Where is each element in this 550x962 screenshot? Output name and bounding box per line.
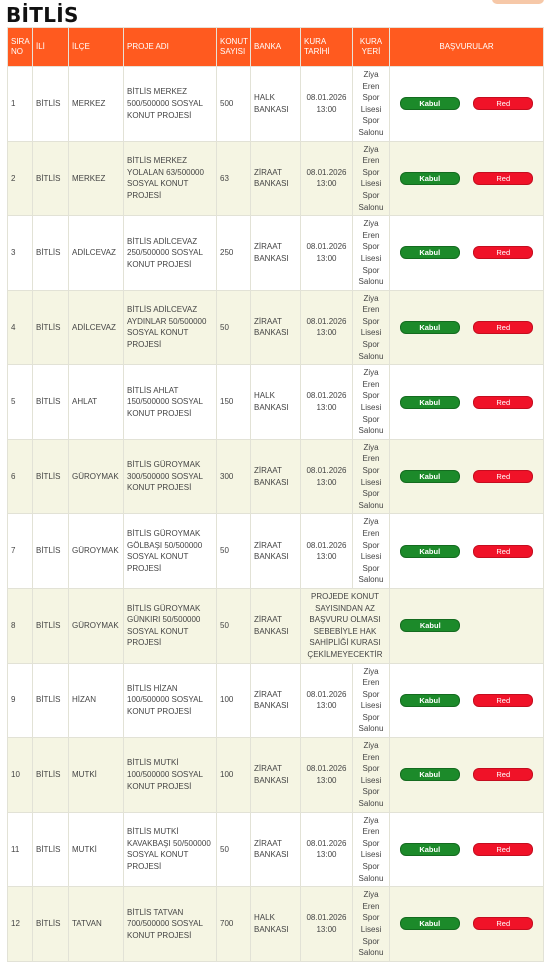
cell-konut-sayisi: 100 xyxy=(217,663,251,738)
kabul-button[interactable]: Kabul xyxy=(400,246,460,259)
cell-basvurular xyxy=(390,141,544,216)
table-row xyxy=(8,216,544,291)
cell-konut-sayisi: 250 xyxy=(217,216,251,291)
kabul-button[interactable]: Kabul xyxy=(400,694,460,707)
cell-konut-sayisi: 50 xyxy=(217,588,251,663)
table-row xyxy=(8,738,544,813)
kabul-button[interactable]: Kabul xyxy=(400,172,460,185)
cell-sira-no: 9 xyxy=(8,663,33,738)
kabul-button[interactable]: Kabul xyxy=(400,619,460,632)
cell-proje-adi: BİTLİS MERKEZ 500/500000 SOSYAL KONUT PROJESİ xyxy=(124,67,217,142)
kabul-button[interactable]: Kabul xyxy=(400,843,460,856)
cell-il: BİTLİS xyxy=(33,663,69,738)
cell-banka: ZİRAAT BANKASI xyxy=(251,812,301,887)
table-row xyxy=(8,290,544,365)
cell-il: BİTLİS xyxy=(33,514,69,589)
header-kura-yeri: KURA YERİ xyxy=(353,28,390,67)
cell-kura-yeri: Ziya Eren Spor Lisesi Spor Salonu xyxy=(353,365,390,440)
cell-banka: ZİRAAT BANKASI xyxy=(251,290,301,365)
cell-kura-tarihi: 08.01.2026 13:00 xyxy=(301,439,353,514)
cell-kura-yeri: Ziya Eren Spor Lisesi Spor Salonu xyxy=(353,887,390,962)
cell-sira-no: 4 xyxy=(8,290,33,365)
cell-ilce: MERKEZ xyxy=(69,67,124,142)
cell-basvurular xyxy=(390,738,544,813)
cell-kura-tarihi: 08.01.2026 13:00 xyxy=(301,67,353,142)
red-button[interactable]: Red xyxy=(473,843,533,856)
cell-konut-sayisi: 500 xyxy=(217,67,251,142)
cell-kura-tarihi: 08.01.2026 13:00 xyxy=(301,812,353,887)
cell-banka: ZİRAAT BANKASI xyxy=(251,514,301,589)
cell-banka: ZİRAAT BANKASI xyxy=(251,216,301,291)
header-ilce: İLÇE xyxy=(69,28,124,67)
cell-kura-tarihi: 08.01.2026 13:00 xyxy=(301,663,353,738)
cell-konut-sayisi: 50 xyxy=(217,514,251,589)
cell-kura-tarihi: 08.01.2026 13:00 xyxy=(301,216,353,291)
red-button[interactable]: Red xyxy=(473,97,533,110)
cell-kura-tarihi: 08.01.2026 13:00 xyxy=(301,141,353,216)
red-button[interactable]: Red xyxy=(473,917,533,930)
cell-ilce: AHLAT xyxy=(69,365,124,440)
cell-kura-yeri: Ziya Eren Spor Lisesi Spor Salonu xyxy=(353,141,390,216)
red-button[interactable]: Red xyxy=(473,172,533,185)
cell-proje-adi: BİTLİS MUTKİ KAVAKBAŞI 50/500000 SOSYAL KONUT PROJESİ xyxy=(124,812,217,887)
cell-il: BİTLİS xyxy=(33,216,69,291)
kabul-button[interactable]: Kabul xyxy=(400,470,460,483)
cell-il: BİTLİS xyxy=(33,887,69,962)
red-button[interactable]: Red xyxy=(473,694,533,707)
cell-sira-no: 5 xyxy=(8,365,33,440)
kabul-button[interactable]: Kabul xyxy=(400,396,460,409)
table-header-row xyxy=(8,28,544,67)
table-row xyxy=(8,67,544,142)
cell-kura-yeri: Ziya Eren Spor Lisesi Spor Salonu xyxy=(353,663,390,738)
cell-sira-no: 12 xyxy=(8,887,33,962)
cell-il: BİTLİS xyxy=(33,67,69,142)
cell-kura-yeri: Ziya Eren Spor Lisesi Spor Salonu xyxy=(353,439,390,514)
cell-il: BİTLİS xyxy=(33,141,69,216)
cell-kura-yeri: Ziya Eren Spor Lisesi Spor Salonu xyxy=(353,514,390,589)
cell-proje-adi: BİTLİS GÜROYMAK GÜNKIRI 50/500000 SOSYAL KONUT PROJESİ xyxy=(124,588,217,663)
cell-il: BİTLİS xyxy=(33,738,69,813)
cell-basvurular xyxy=(390,216,544,291)
cell-proje-adi: BİTLİS HİZAN 100/500000 SOSYAL KONUT PROJESİ xyxy=(124,663,217,738)
cell-proje-adi: BİTLİS ADİLCEVAZ AYDINLAR 50/500000 SOSYAL KONUT PROJESİ xyxy=(124,290,217,365)
cell-sira-no: 2 xyxy=(8,141,33,216)
header-konut-sayisi: KONUT SAYISI xyxy=(217,28,251,67)
cell-sira-no: 7 xyxy=(8,514,33,589)
header-kura-tarihi: KURA TARİHİ xyxy=(301,28,353,67)
red-button[interactable]: Red xyxy=(473,246,533,259)
red-button[interactable]: Red xyxy=(473,768,533,781)
cell-proje-adi: BİTLİS MUTKİ 100/500000 SOSYAL KONUT PROJESİ xyxy=(124,738,217,813)
cell-konut-sayisi: 50 xyxy=(217,290,251,365)
cell-konut-sayisi: 150 xyxy=(217,365,251,440)
cell-proje-adi: BİTLİS GÜROYMAK GÖLBAŞI 50/500000 SOSYAL KONUT PROJESİ xyxy=(124,514,217,589)
table-row xyxy=(8,439,544,514)
table-row xyxy=(8,887,544,962)
header-sira-no: SIRA NO xyxy=(8,28,33,67)
header-basvurular: BAŞVURULAR xyxy=(390,28,544,67)
header-proje-adi: PROJE ADI xyxy=(124,28,217,67)
cell-basvurular xyxy=(390,663,544,738)
cell-konut-sayisi: 63 xyxy=(217,141,251,216)
table-row xyxy=(8,514,544,589)
cell-konut-sayisi: 700 xyxy=(217,887,251,962)
cell-sira-no: 8 xyxy=(8,588,33,663)
kabul-button[interactable]: Kabul xyxy=(400,545,460,558)
cell-ilce: MUTKİ xyxy=(69,812,124,887)
cell-banka: ZİRAAT BANKASI xyxy=(251,141,301,216)
cell-kura-tarihi: 08.01.2026 13:00 xyxy=(301,738,353,813)
cell-ilce: MUTKİ xyxy=(69,738,124,813)
cell-banka: HALK BANKASI xyxy=(251,67,301,142)
cell-kura-tarihi: 08.01.2026 13:00 xyxy=(301,290,353,365)
cell-basvurular xyxy=(390,887,544,962)
cell-banka: ZİRAAT BANKASI xyxy=(251,663,301,738)
cell-sira-no: 1 xyxy=(8,67,33,142)
kabul-button[interactable]: Kabul xyxy=(400,97,460,110)
cell-basvurular xyxy=(390,290,544,365)
kabul-button[interactable]: Kabul xyxy=(400,321,460,334)
cell-note: PROJEDE KONUT SAYISINDAN AZ BAŞVURU OLMASI SEBEBİYLE HAK SAHİPLİĞİ KURASI ÇEKİLMEYECEKTİR xyxy=(301,588,390,663)
red-button[interactable]: Red xyxy=(473,545,533,558)
cell-ilce: HİZAN xyxy=(69,663,124,738)
cell-kura-yeri: Ziya Eren Spor Lisesi Spor Salonu xyxy=(353,67,390,142)
cell-banka: ZİRAAT BANKASI xyxy=(251,588,301,663)
cell-proje-adi: BİTLİS TATVAN 700/500000 SOSYAL KONUT PROJESİ xyxy=(124,887,217,962)
cell-basvurular xyxy=(390,514,544,589)
cell-konut-sayisi: 100 xyxy=(217,738,251,813)
cell-basvurular xyxy=(390,365,544,440)
cell-kura-yeri: Ziya Eren Spor Lisesi Spor Salonu xyxy=(353,216,390,291)
cell-ilce: GÜROYMAK xyxy=(69,514,124,589)
cell-proje-adi: BİTLİS AHLAT 150/500000 SOSYAL KONUT PROJESİ xyxy=(124,365,217,440)
cell-banka: ZİRAAT BANKASI xyxy=(251,738,301,813)
cell-basvurular xyxy=(390,812,544,887)
kabul-button[interactable]: Kabul xyxy=(400,917,460,930)
cell-sira-no: 6 xyxy=(8,439,33,514)
cell-ilce: ADİLCEVAZ xyxy=(69,216,124,291)
cell-konut-sayisi: 300 xyxy=(217,439,251,514)
red-button[interactable]: Red xyxy=(473,321,533,334)
cell-sira-no: 11 xyxy=(8,812,33,887)
cell-kura-yeri: Ziya Eren Spor Lisesi Spor Salonu xyxy=(353,812,390,887)
cell-sira-no: 3 xyxy=(8,216,33,291)
top-corner-tab xyxy=(492,0,544,4)
housing-lottery-table xyxy=(7,27,544,962)
cell-il: BİTLİS xyxy=(33,365,69,440)
red-button[interactable]: Red xyxy=(473,396,533,409)
cell-ilce: ADİLCEVAZ xyxy=(69,290,124,365)
cell-kura-yeri: Ziya Eren Spor Lisesi Spor Salonu xyxy=(353,738,390,813)
cell-ilce: TATVAN xyxy=(69,887,124,962)
cell-ilce: GÜROYMAK xyxy=(69,439,124,514)
cell-banka: HALK BANKASI xyxy=(251,887,301,962)
cell-proje-adi: BİTLİS ADİLCEVAZ 250/500000 SOSYAL KONUT PROJESİ xyxy=(124,216,217,291)
cell-kura-yeri: Ziya Eren Spor Lisesi Spor Salonu xyxy=(353,290,390,365)
red-button[interactable]: Red xyxy=(473,470,533,483)
cell-ilce: MERKEZ xyxy=(69,141,124,216)
cell-kura-tarihi: 08.01.2026 13:00 xyxy=(301,365,353,440)
cell-kura-tarihi: 08.01.2026 13:00 xyxy=(301,887,353,962)
cell-il: BİTLİS xyxy=(33,588,69,663)
cell-il: BİTLİS xyxy=(33,812,69,887)
cell-banka: HALK BANKASI xyxy=(251,365,301,440)
page-title: BİTLİS xyxy=(6,3,79,27)
table-row xyxy=(8,812,544,887)
cell-kura-tarihi: 08.01.2026 13:00 xyxy=(301,514,353,589)
cell-basvurular xyxy=(390,67,544,142)
cell-proje-adi: BİTLİS MERKEZ YOLALAN 63/500000 SOSYAL KONUT PROJESİ xyxy=(124,141,217,216)
header-il: İLİ xyxy=(33,28,69,67)
cell-ilce: GÜROYMAK xyxy=(69,588,124,663)
cell-il: BİTLİS xyxy=(33,290,69,365)
cell-sira-no: 10 xyxy=(8,738,33,813)
cell-proje-adi: BİTLİS GÜROYMAK 300/500000 SOSYAL KONUT PROJESİ xyxy=(124,439,217,514)
cell-basvurular xyxy=(390,588,544,663)
table-row xyxy=(8,588,544,663)
table-row xyxy=(8,141,544,216)
cell-basvurular xyxy=(390,439,544,514)
header-banka: BANKA xyxy=(251,28,301,67)
cell-il: BİTLİS xyxy=(33,439,69,514)
cell-banka: ZİRAAT BANKASI xyxy=(251,439,301,514)
table-row xyxy=(8,663,544,738)
kabul-button[interactable]: Kabul xyxy=(400,768,460,781)
table-row xyxy=(8,365,544,440)
cell-konut-sayisi: 50 xyxy=(217,812,251,887)
